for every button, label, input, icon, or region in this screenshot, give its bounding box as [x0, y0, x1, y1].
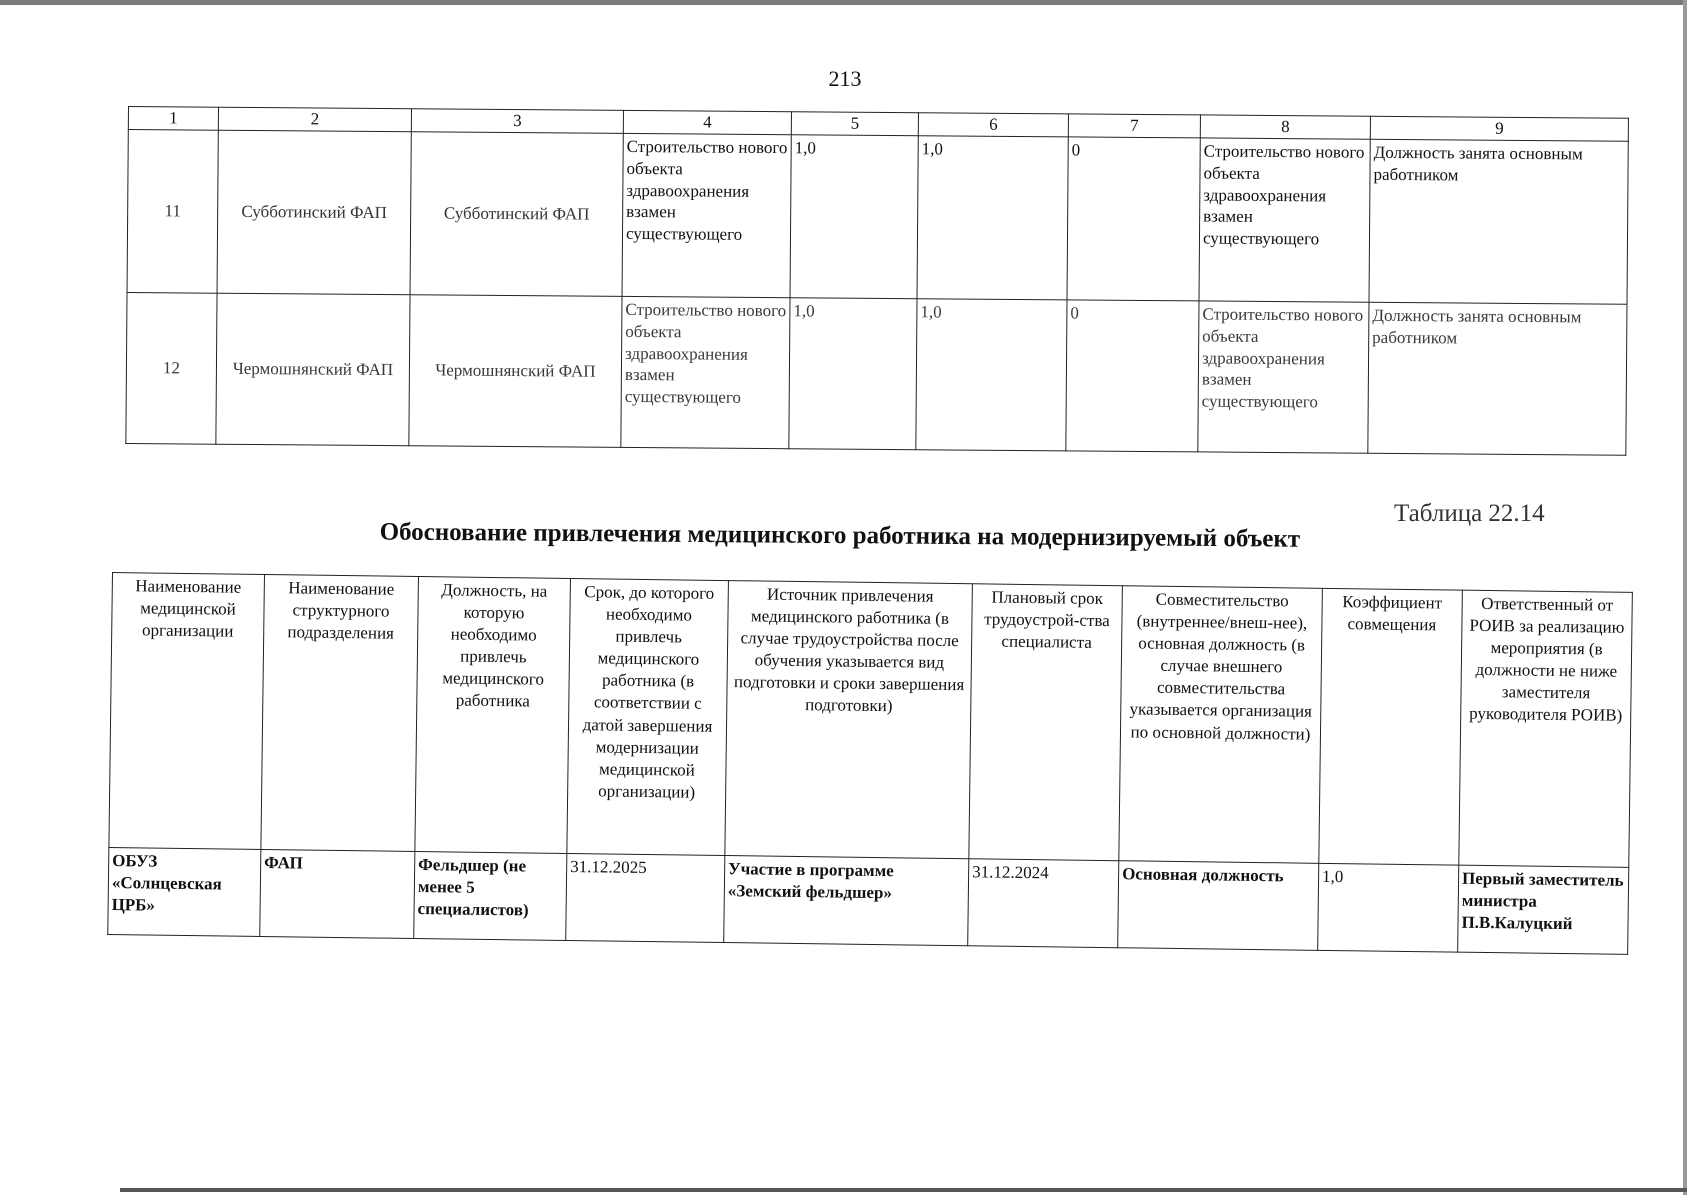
column-header: Источник привлечения медицинского работника (в случае трудоустройства после обучения указывается вид подготовки и сроки завершения подготовки) — [725, 581, 973, 859]
column-header: Плановый срок трудоустрой-ства специалиста — [969, 584, 1123, 861]
table-title: Обоснование привлечения медицинского работника на модернизируемый объект — [379, 518, 1301, 553]
organization-name: ОБУЗ «Солнцевская ЦРБ» — [108, 847, 261, 936]
value-cell: 0 — [1066, 300, 1199, 452]
column-header: Наименование структурного подразделения — [261, 574, 419, 851]
column-header: Коэффициент совмещения — [1319, 588, 1463, 865]
column-number: 4 — [623, 110, 791, 134]
column-number: 5 — [791, 112, 918, 136]
value-cell: 1,0 — [789, 298, 917, 450]
recruitment-source: Участие в программе «Земский фельдшер» — [724, 856, 969, 946]
measure-text: Строительство нового объекта здравоохранения взамен существующего — [1199, 138, 1370, 302]
column-header: Ответственный от РОИВ за реализацию мероприятия (в должности не ниже заместителя руководителя РОИВ) — [1459, 590, 1633, 867]
facilities-table — [125, 106, 1629, 456]
column-number: 6 — [918, 113, 1068, 137]
measure-text: Строительство нового объекта здравоохранения взамен существующего — [621, 296, 790, 448]
column-header: Совместительство (внутреннее/внеш-нее), основная должность (в случае внешнего совместительства указывается организация по основной должности) — [1119, 586, 1323, 864]
organization-name: Субботинский ФАП — [217, 130, 411, 295]
organization-name: Чермошнянский ФАП — [216, 293, 410, 446]
table-row — [126, 292, 1627, 455]
subdivision-name: Субботинский ФАП — [410, 132, 623, 297]
value-cell: 1,0 — [916, 299, 1067, 451]
scan-right-edge — [1683, 0, 1687, 1195]
table-header-row — [109, 573, 1632, 868]
value-cell: 0 — [1067, 137, 1200, 301]
column-number: 8 — [1200, 115, 1370, 139]
status-text: Должность занята основным работником — [1369, 139, 1628, 304]
table-caption: Таблица 22.14 — [1394, 500, 1545, 527]
responsible-person: Первый заместитель министра П.В.Калуцкий — [1458, 865, 1629, 954]
column-header: Наименование медицинской организации — [109, 573, 265, 850]
column-number: 2 — [218, 107, 411, 132]
table-row — [108, 847, 1629, 954]
scan-top-edge — [0, 0, 1687, 5]
row-number: 12 — [126, 292, 217, 444]
table-row — [127, 130, 1628, 305]
column-number: 1 — [128, 107, 218, 131]
employment-type: Основная должность — [1118, 861, 1319, 951]
row-number: 11 — [127, 130, 218, 294]
status-text: Должность занята основным работником — [1368, 302, 1627, 455]
column-header: Должность, на которую необходимо привлечь медицинского работника — [415, 577, 571, 854]
planned-date: 31.12.2024 — [968, 859, 1119, 948]
page-number: 213 — [828, 66, 862, 91]
scan-bottom-edge — [120, 1188, 1687, 1192]
combination-coefficient: 1,0 — [1318, 863, 1459, 952]
subdivision-name: Чермошнянский ФАП — [409, 295, 622, 448]
deadline-date: 31.12.2025 — [566, 853, 725, 942]
column-header: Срок, до которого необходимо привлечь медицинского работника (в соответствии с датой завершения модернизации медицинской организации) — [567, 579, 729, 856]
subdivision-name: ФАП — [260, 849, 415, 938]
position-name: Фельдшер (не менее 5 специалистов) — [414, 851, 567, 940]
measure-text: Строительство нового объекта здравоохранения взамен существующего — [1198, 301, 1369, 453]
staff-attraction-table — [107, 572, 1633, 955]
column-number: 9 — [1370, 116, 1628, 141]
measure-text: Строительство нового объекта здравоохранения взамен существующего — [622, 133, 791, 297]
value-cell: 1,0 — [917, 136, 1068, 300]
column-number: 3 — [411, 109, 623, 134]
value-cell: 1,0 — [790, 135, 918, 299]
column-number: 7 — [1068, 114, 1200, 138]
